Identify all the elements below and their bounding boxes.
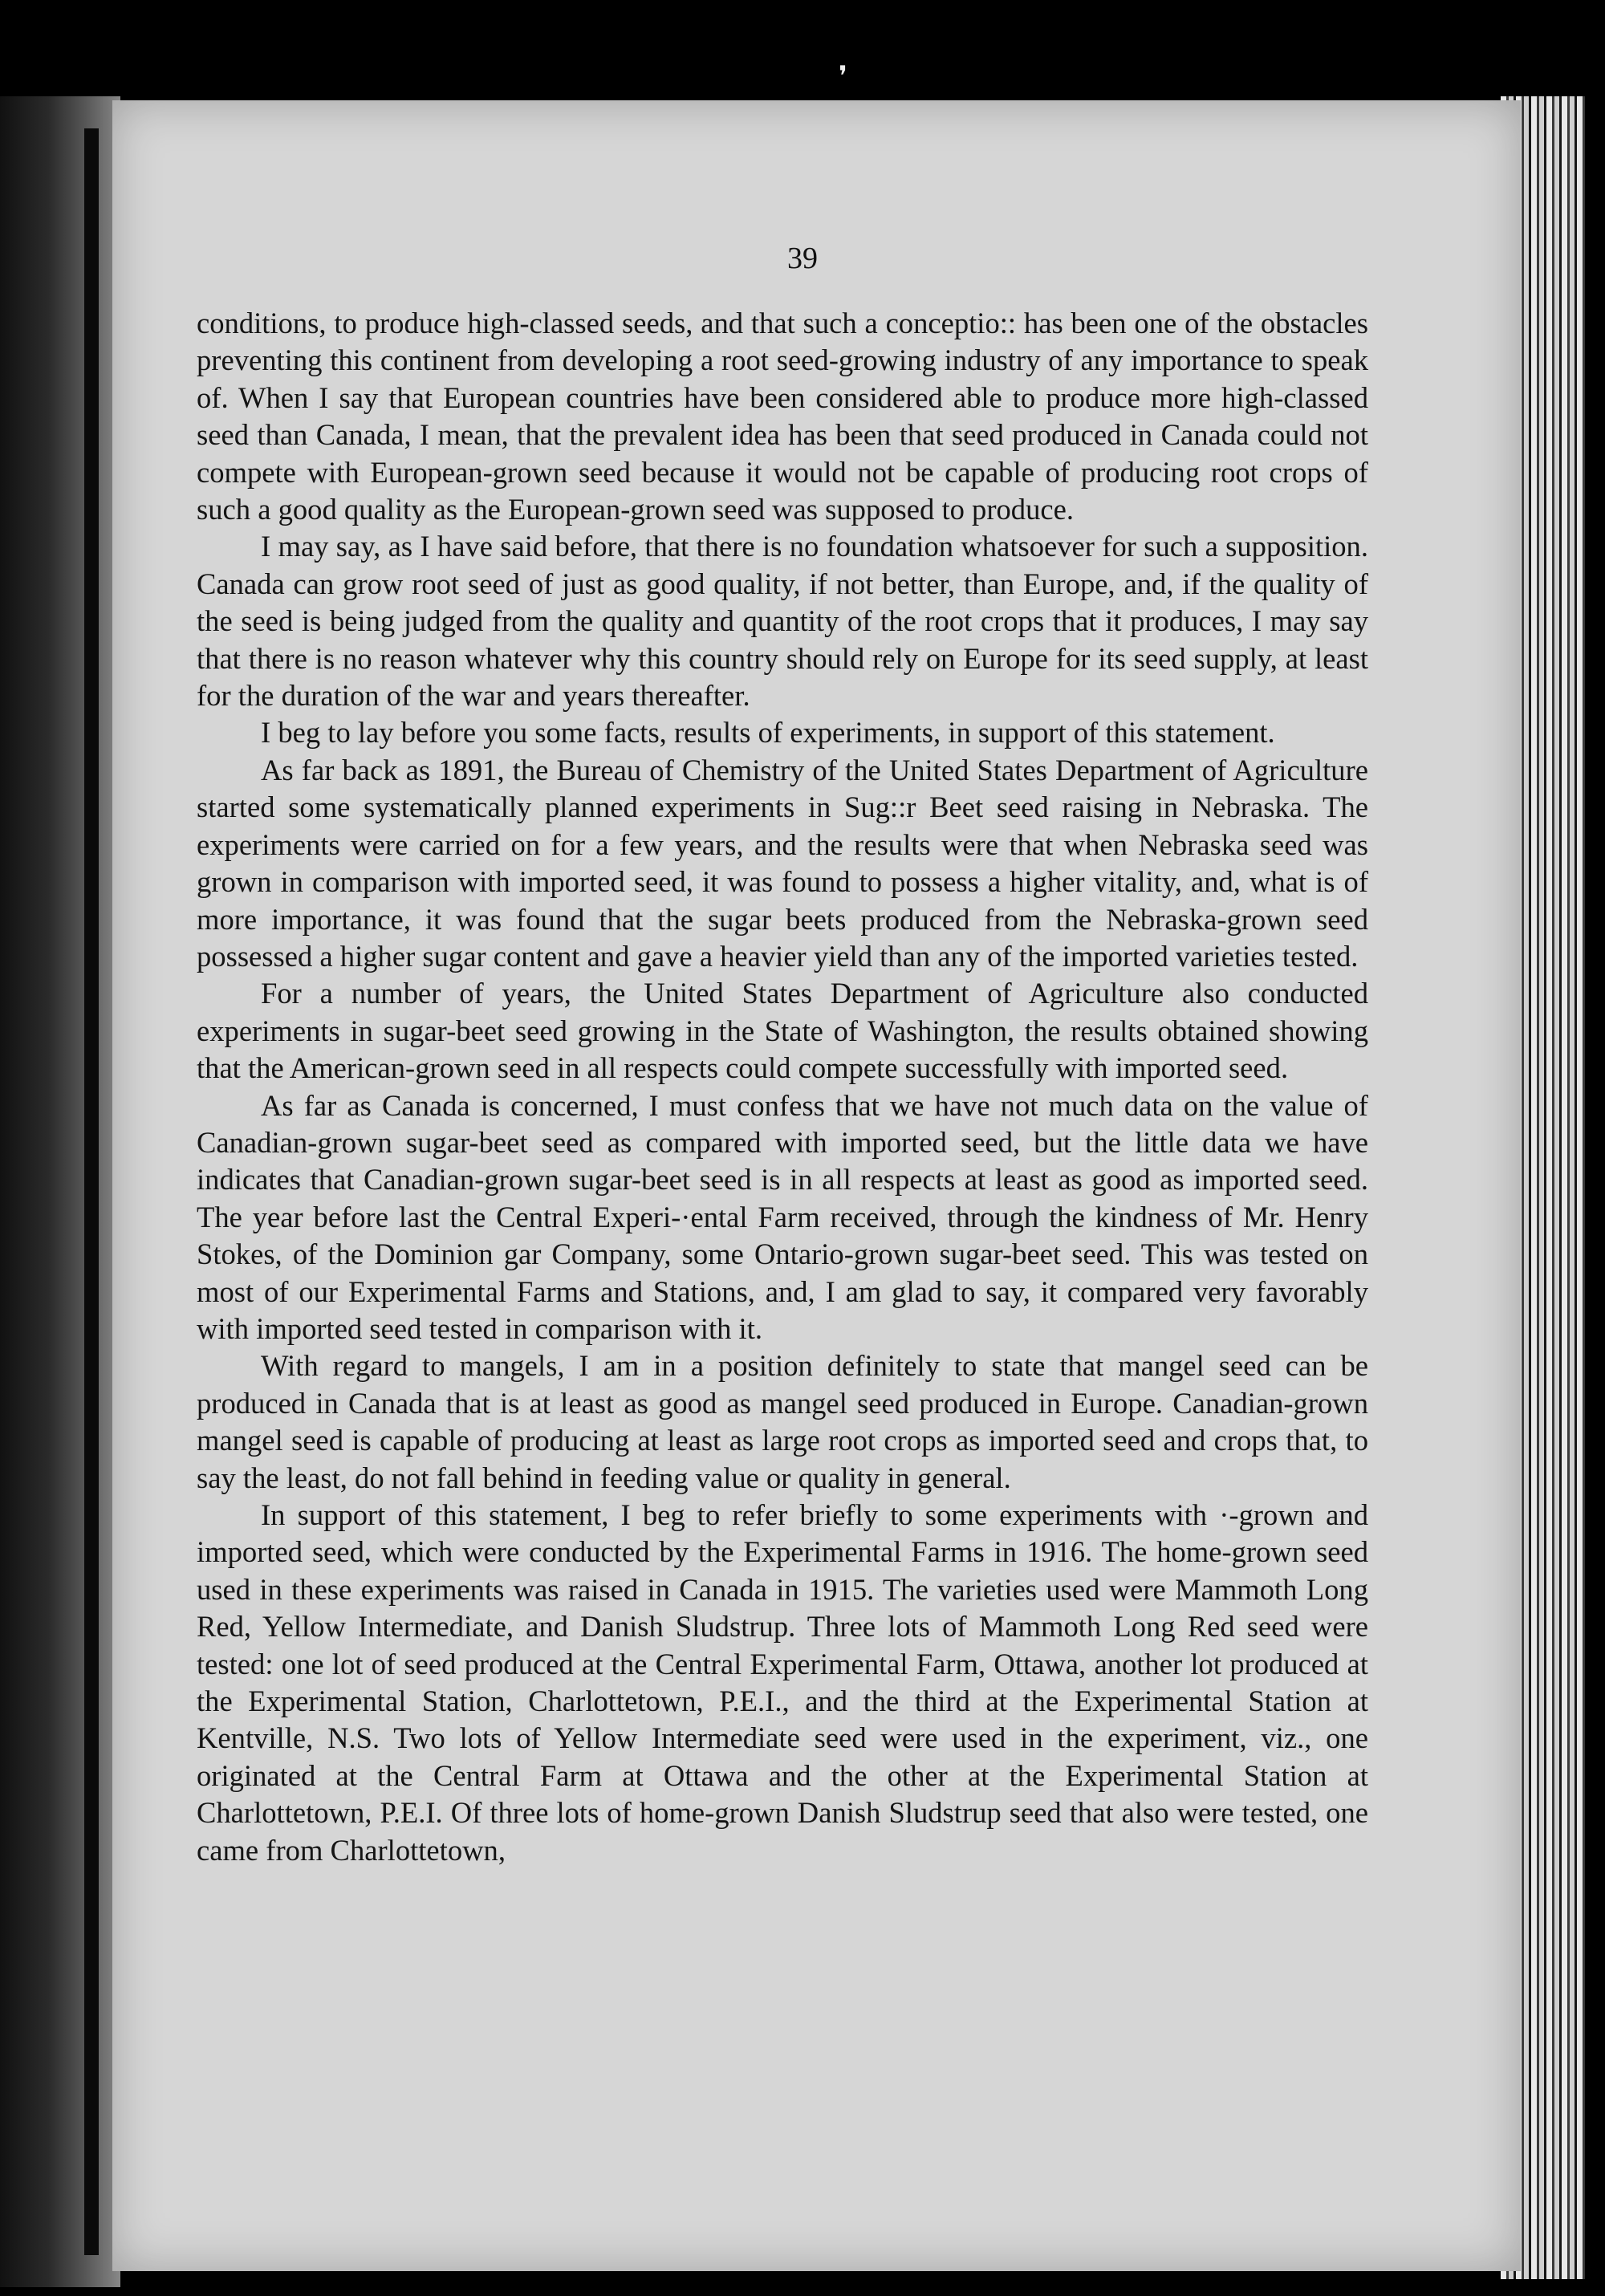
paragraph: I may say, as I have said before, that there is no foundation whatsoever for such a supposition. Canada can grow root seed of just as good quality, if not better, than Europe, and, if the quality of the seed is being judged from the quality and quantity of the root crops that it produces, I may say that there is no reason whatever why this country should rely on Europe for its seed supply, at least for the duration of the war and years thereafter. <box>197 530 1368 713</box>
paragraph: As far back as 1891, the Bureau of Chemistry of the United States Department of Agriculture started some systematically planned experiments in Sug::r Beet seed raising in Nebraska. The experiments were carried on for a few years, and the results were that when Nebraska seed was grown in comparison with imported seed, it was found to possess a higher vitality, and, what is of more importance, it was found that the sugar beets produced from the Nebraska-grown seed possessed a higher sugar content and gave a heavier yield than any of the imported varieties tested. <box>197 753 1368 973</box>
scan-border <box>1585 0 1605 2296</box>
scan-smudge: ❜ <box>839 60 847 92</box>
paragraph: In support of this statement, I beg to refer briefly to some experiments with ·-grown and imported seed, which were conducted by the Experimental Farms in 1916. The home-grown seed used in these experiments was raised in Canada in 1915. The varieties used were Mammoth Long Red, Yellow Intermediate, and Danish Sludstrup. Three lots of Mammoth Long Red seed were tested: one lot of seed produced at the Central Experimental Farm, Ottawa, another lot produced at the Experimental Station, Charlottetown, P.E.I., and the third at the Experimental Station at Kentville, N.S. Two lots of Yellow Intermediate seed were used in the experiment, viz., one originated at the Central Farm at Ottawa and the other at the Experimental Station at Charlottetown, P.E.I. Of three lots of home-grown Danish Sludstrup seed that also were tested, one came from Charlottetown, <box>197 1498 1368 1867</box>
book-spine <box>84 128 99 2255</box>
body-text <box>197 305 1368 1869</box>
paragraph: As far as Canada is concerned, I must confess that we have not much data on the value of Canadian-grown sugar-beet seed as compared with imported seed, but the little data we have indicates that Canadian-grown sugar-beet seed is in all respects at least as good as imported seed. The year before last the Central Experi-·ental Farm received, through the kindness of Mr. Henry Stokes, of the Dominion gar Company, some Ontario-grown sugar-beet seed. This was tested on most of our Experimental Farms and Stations, and, I am glad to say, it compared very favorably with imported seed tested in comparison with it. <box>197 1088 1368 1345</box>
page-number: 39 <box>787 242 818 275</box>
paragraph: I beg to lay before you some facts, results of experiments, in support of this statement. <box>261 716 1275 750</box>
paragraph: For a number of years, the United States Department of Agriculture also conducted experiments in sugar-beet seed growing in the State of Washington, the results obtained showing that the American-grown seed in all respects could compete successfully with imported seed. <box>197 977 1368 1085</box>
paragraph: conditions, to produce high-classed seeds, and that such a conceptio:: has been one of the obstacles preventing this continent from developing a root seed-growing industry of any importance to speak of. When I say that European countries have been considered able to produce more high-classed seed than Canada, I mean, that the prevalent idea has been that seed produced in Canada could not compete with European-grown seed because it would not be capable of producing root crops of such a good quality as the European-grown seed was supposed to produce. <box>197 307 1368 526</box>
paragraph: With regard to mangels, I am in a position definitely to state that mangel seed can be produced in Canada that is at least as good as mangel seed produced in Europe. Canadian-grown mangel seed is capable of producing at least as large root crops as imported seed and crops that, to say the least, do not fall behind in feeding value or quality in general. <box>197 1349 1368 1494</box>
book-left-edge <box>0 96 120 2287</box>
